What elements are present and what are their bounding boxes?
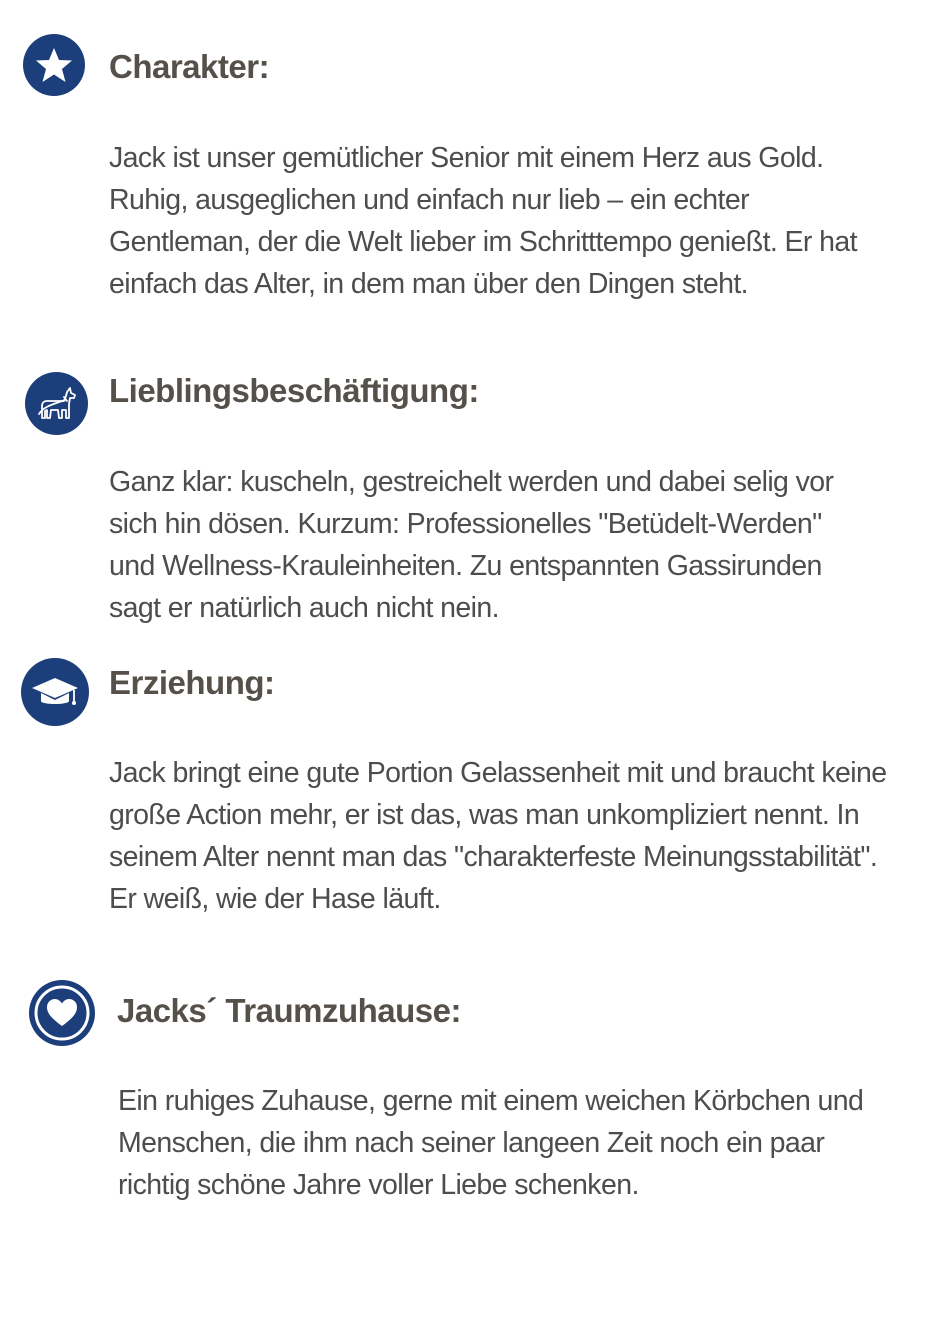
text-line: Ruhig, ausgeglichen und einfach nur lieb – ein echter <box>109 184 749 216</box>
text-line: Gentleman, der die Welt lieber im Schritttempo genießt. Er hat <box>109 226 857 258</box>
text-line: Ein ruhiges Zuhause, gerne mit einem weichen Körbchen und <box>118 1085 864 1117</box>
section-body <box>109 461 833 629</box>
section-body <box>118 1080 863 1206</box>
star-icon <box>23 34 85 96</box>
section-body <box>109 137 857 305</box>
heart-icon <box>29 980 95 1046</box>
section-heading: Charakter: <box>109 48 270 85</box>
text-line: richtig schöne Jahre voller Liebe schenken. <box>118 1169 639 1201</box>
text-line: Ganz klar: kuscheln, gestreichelt werden und dabei selig vor <box>109 466 834 498</box>
text-line: Er weiß, wie der Hase läuft. <box>109 883 441 915</box>
text-line: seinem Alter nennt man das "charakterfeste Meinungsstabilität". <box>109 841 878 873</box>
section-heading: Lieblingsbeschäftigung: <box>109 372 479 409</box>
text-line: Menschen, die ihm nach seiner langeen Zeit noch ein paar <box>118 1127 825 1159</box>
section-heading: Jacks´ Traumzuhause: <box>117 992 461 1029</box>
text-line: sagt er natürlich auch nicht nein. <box>109 592 499 624</box>
text-line: Jack bringt eine gute Portion Gelassenheit mit und braucht keine <box>109 757 887 789</box>
text-line: einfach das Alter, in dem man über den Dingen steht. <box>109 268 748 300</box>
section-heading: Erziehung: <box>109 664 275 701</box>
dog-icon <box>25 372 88 435</box>
text-line: und Wellness-Krauleinheiten. Zu entspannten Gassirunden <box>109 550 822 582</box>
text-line: große Action mehr, er ist das, was man unkompliziert nennt. In <box>109 799 860 831</box>
graduation-cap-icon <box>21 658 89 726</box>
text-line: sich hin dösen. Kurzum: Professionelles "Betüdelt-Werden" <box>109 508 822 540</box>
section-body <box>109 752 887 920</box>
text-line: Jack ist unser gemütlicher Senior mit einem Herz aus Gold. <box>109 142 824 174</box>
